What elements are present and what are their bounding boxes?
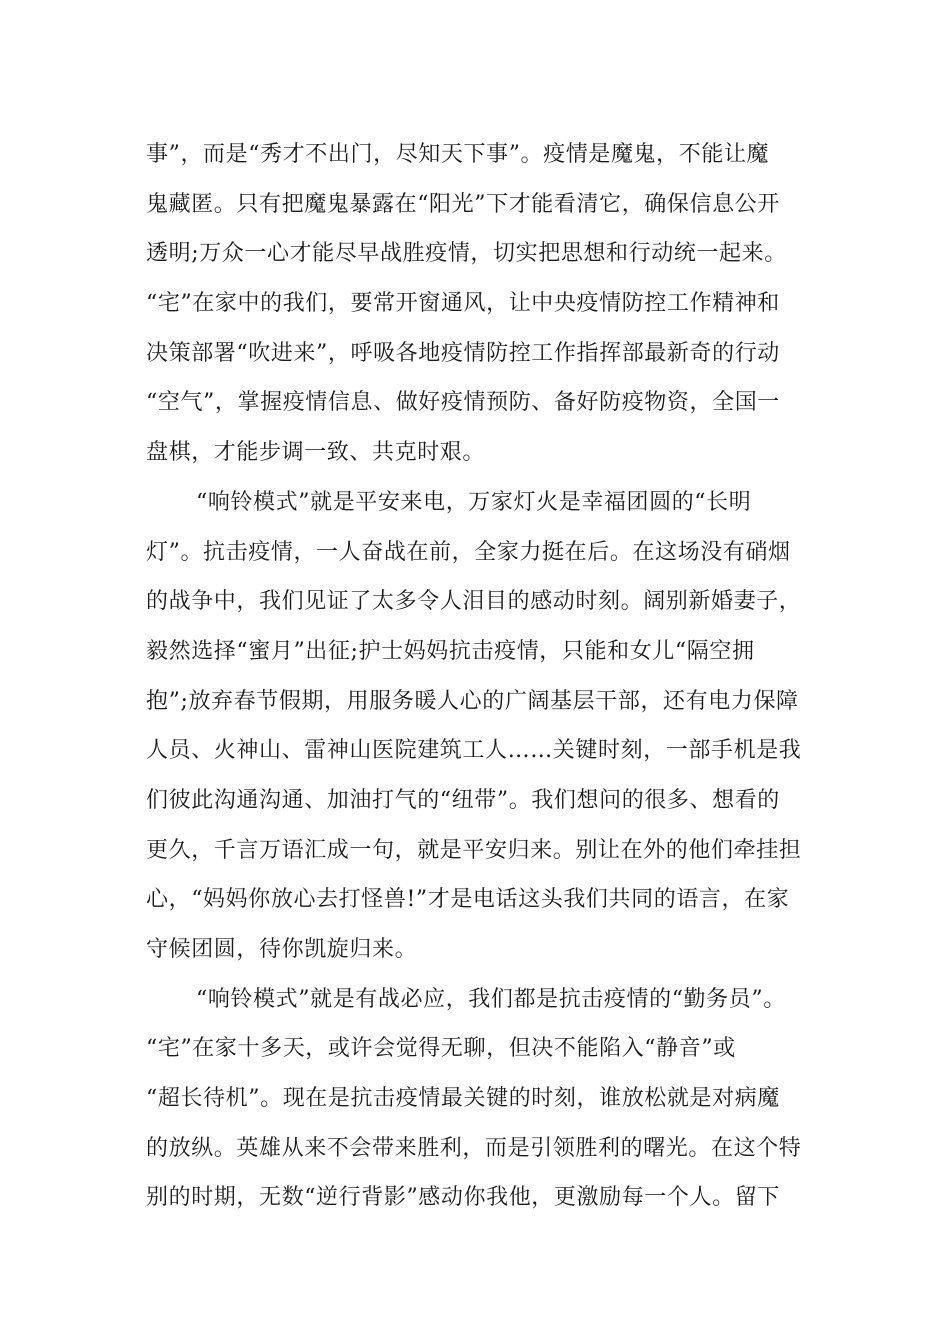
text-line: 决策部署“吹进来”，呼吸各地疫情防控工作指挥部最新奇的行动 xyxy=(146,340,780,366)
body-text xyxy=(146,130,826,1223)
text-line: 更久，千言万语汇成一句，就是平安归来。别让在外的他们牵挂担 xyxy=(146,837,802,863)
text-line: 鬼藏匿。只有把魔鬼暴露在“阳光”下才能看清它，确保信息公开 xyxy=(146,191,780,217)
text-line: 的战争中，我们见证了太多令人泪目的感动时刻。阔别新婚妻子， xyxy=(146,589,802,615)
text-line: “超长待机”。现在是抗击疫情最关键的时刻，谁放松就是对病魔 xyxy=(146,1086,780,1112)
text-line: 人员、火神山、雷神山医院建筑工人……关键时刻，一部手机是我 xyxy=(146,738,802,764)
text-line: “宅”在家中的我们，要常开窗通风，让中央疫情防控工作精神和 xyxy=(146,291,780,317)
text-line: “响铃模式”就是平安来电，万家灯火是幸福团圆的“长明 xyxy=(196,489,752,515)
text-line: 毅然选择“蜜月”出征;护士妈妈抗击疫情，只能和女儿“隔空拥 xyxy=(146,638,755,664)
text-line: 透明;万众一心才能尽早战胜疫情，切实把思想和行动统一起来。 xyxy=(146,241,787,267)
text-line: 灯”。抗击疫情，一人奋战在前，全家力挺在后。在这场没有硝烟 xyxy=(146,539,791,565)
text-line: 抱”;放弃春节假期，用服务暖人心的广阔基层干部，还有电力保障 xyxy=(146,688,799,714)
text-line: 的放纵。英雄从来不会带来胜利，而是引领胜利的曙光。在这个特 xyxy=(146,1135,802,1161)
text-line: 别的时期，无数“逆行背影”感动你我他，更激励每一个人。留下 xyxy=(146,1185,780,1211)
text-line: 事”，而是“秀才不出门，尽知天下事”。疫情是魔鬼，不能让魔 xyxy=(146,142,770,167)
text-line: “响铃模式”就是有战必应，我们都是抗击疫情的“勤务员”。 xyxy=(196,986,786,1012)
text-line: “宅”在家十多天，或许会觉得无聊，但决不能陷入“静音”或 xyxy=(146,1036,736,1062)
text-line: 守候团圆，待你凯旋归来。 xyxy=(146,937,418,962)
text-line: 心，“妈妈你放心去打怪兽!”才是电话这头我们共同的语言，在家 xyxy=(146,887,790,913)
text-line: “空气”，掌握疫情信息、做好疫情预防、备好防疫物资，全国一 xyxy=(146,390,780,416)
text-line: 们彼此沟通沟通、加油打气的“纽带”。我们想问的很多、想看的 xyxy=(146,787,780,813)
text-line: 盘棋，才能步调一致、共克时艰。 xyxy=(146,440,486,466)
